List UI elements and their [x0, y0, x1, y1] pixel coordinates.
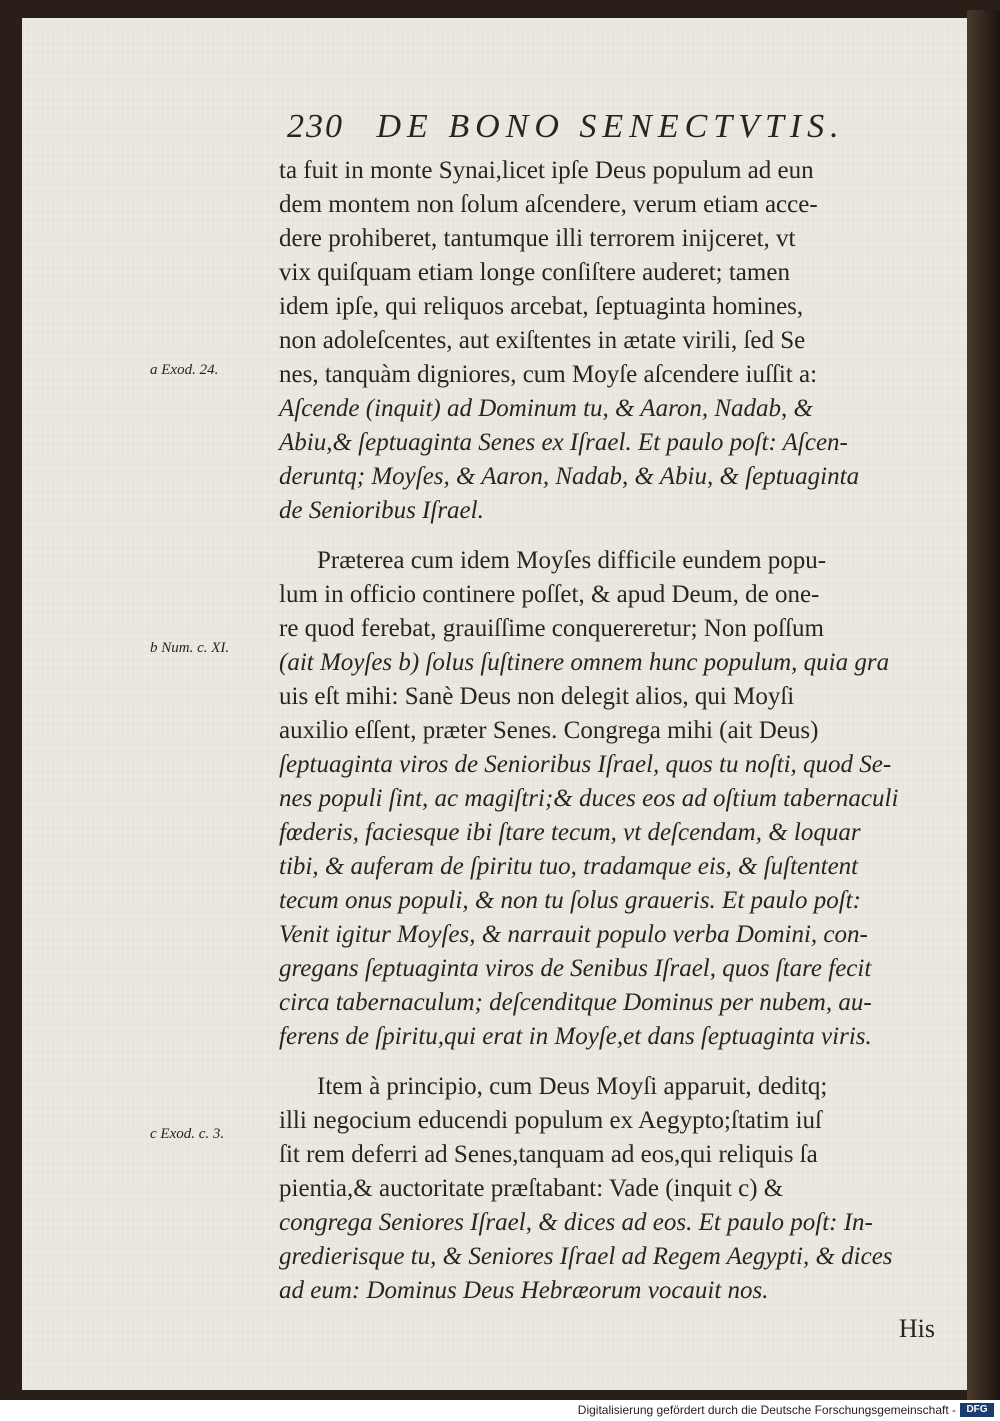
- text-line: nes populi ſint, ac magiſtri;& duces eos ad oſtium tabernaculi: [279, 785, 899, 812]
- text-line: uis eſt mihi: Sanè Deus non delegit alios, qui Moyſi: [279, 683, 795, 710]
- text-line: ſit rem deferri ad Senes,tanquam ad eos,qui reliquis ſa: [279, 1141, 818, 1168]
- margin-note-exod-24: a Exod. 24.: [150, 362, 219, 378]
- book-gutter: [967, 10, 1000, 1400]
- text-line: vix quiſquam etiam longe conſiſtere auderet; tamen: [279, 259, 790, 286]
- text-line: ferens de ſpiritu,qui erat in Moyſe,et dans ſeptuaginta viris.: [279, 1023, 872, 1050]
- text-line: ad eum: Dominus Deus Hebræorum vocauit nos.: [279, 1277, 769, 1304]
- text-line: Præterea cum idem Moyſes difficile eundem popu-: [317, 547, 827, 574]
- text-line: circa tabernaculum; deſcenditque Dominus per nubem, au-: [279, 989, 872, 1016]
- text-line: Aſcende (inquit) ad Dominum tu, & Aaron, Nadab, &: [279, 395, 813, 422]
- text-line: Venit igitur Moyſes, & narrauit populo verba Domini, con-: [279, 921, 868, 948]
- text-line: gredierisque tu, & Seniores Iſrael ad Regem Aegypti, & dices: [279, 1243, 893, 1270]
- text-line: ſeptuaginta viros de Senioribus Iſrael, quos tu noſti, quod Se-: [279, 751, 892, 778]
- body-text: [279, 154, 959, 1346]
- text-line: lum in officio continere poſſet, & apud Deum, de one-: [279, 581, 820, 608]
- text-line: nes, tanquàm digniores, cum Moyſe aſcendere iuſſit a:: [279, 361, 818, 388]
- text-line: auxilio eſſent, præter Senes. Congrega mihi (ait Deus): [279, 717, 819, 744]
- text-line: tibi, & auferam de ſpiritu tuo, tradamque eis, & ſuſtentent: [279, 853, 859, 880]
- text-line: de Senioribus Iſrael.: [279, 497, 484, 524]
- margin-note-exod-3: c Exod. c. 3.: [150, 1126, 225, 1142]
- text-line: ta fuit in monte Synai,licet ipſe Deus populum ad eun: [279, 157, 814, 184]
- text-line: re quod ferebat, grauiſſime conquereretur; Non poſſum: [279, 615, 824, 642]
- text-line: gregans ſeptuaginta viros de Senibus Iſrael, quos ſtare fecit: [279, 955, 872, 982]
- text-line: Item à principio, cum Deus Moyſi apparuit, deditq;: [317, 1073, 828, 1100]
- text-line: fœderis, faciesque ibi ſtare tecum, vt deſcendam, & loquar: [279, 819, 861, 846]
- text-line: illi negocium educendi populum ex Aegypto;ſtatim iuſ: [279, 1107, 822, 1134]
- text-line: deruntq; Moyſes, & Aaron, Nadab, & Abiu, & ſeptuaginta: [279, 463, 860, 490]
- text-line: dere prohiberet, tantumque illi terrorem inijceret, vt: [279, 225, 796, 252]
- text-line: tecum onus populi, & non tu ſolus graueris. Et paulo poſt:: [279, 887, 861, 914]
- running-title: DE BONO SENECTVTIS.: [376, 108, 845, 145]
- text-line: dem montem non ſolum aſcendere, verum etiam acce-: [279, 191, 818, 218]
- text-line: (ait Moyſes b) ſolus ſuſtinere omnem hunc populum, quia gra: [279, 649, 890, 676]
- text-line: pientia,& auctoritate præſtabant: Vade (inquit c) &: [279, 1175, 784, 1202]
- catchword: His: [898, 1314, 935, 1343]
- margin-note-num-xi: b Num. c. XI.: [150, 640, 230, 656]
- text-line: non adoleſcentes, aut exiſtentes in ætate virili, ſed Se: [279, 327, 806, 354]
- text-line: congrega Seniores Iſrael, & dices ad eos. Et paulo poſt: In-: [279, 1209, 873, 1236]
- footer-bar: [0, 1400, 1000, 1421]
- page-header: [287, 108, 907, 146]
- text-line: idem ipſe, qui reliquos arcebat, ſeptuaginta homines,: [279, 293, 804, 320]
- footer-credit: Digitalisierung gefördert durch die Deutsche Forschungsgemeinschaft -: [577, 1403, 956, 1417]
- dfg-logo: DFG: [960, 1403, 994, 1417]
- text-line: Abiu,& ſeptuaginta Senes ex Iſrael. Et paulo poſt: Aſcen-: [279, 429, 848, 456]
- page-number: 230: [287, 108, 344, 145]
